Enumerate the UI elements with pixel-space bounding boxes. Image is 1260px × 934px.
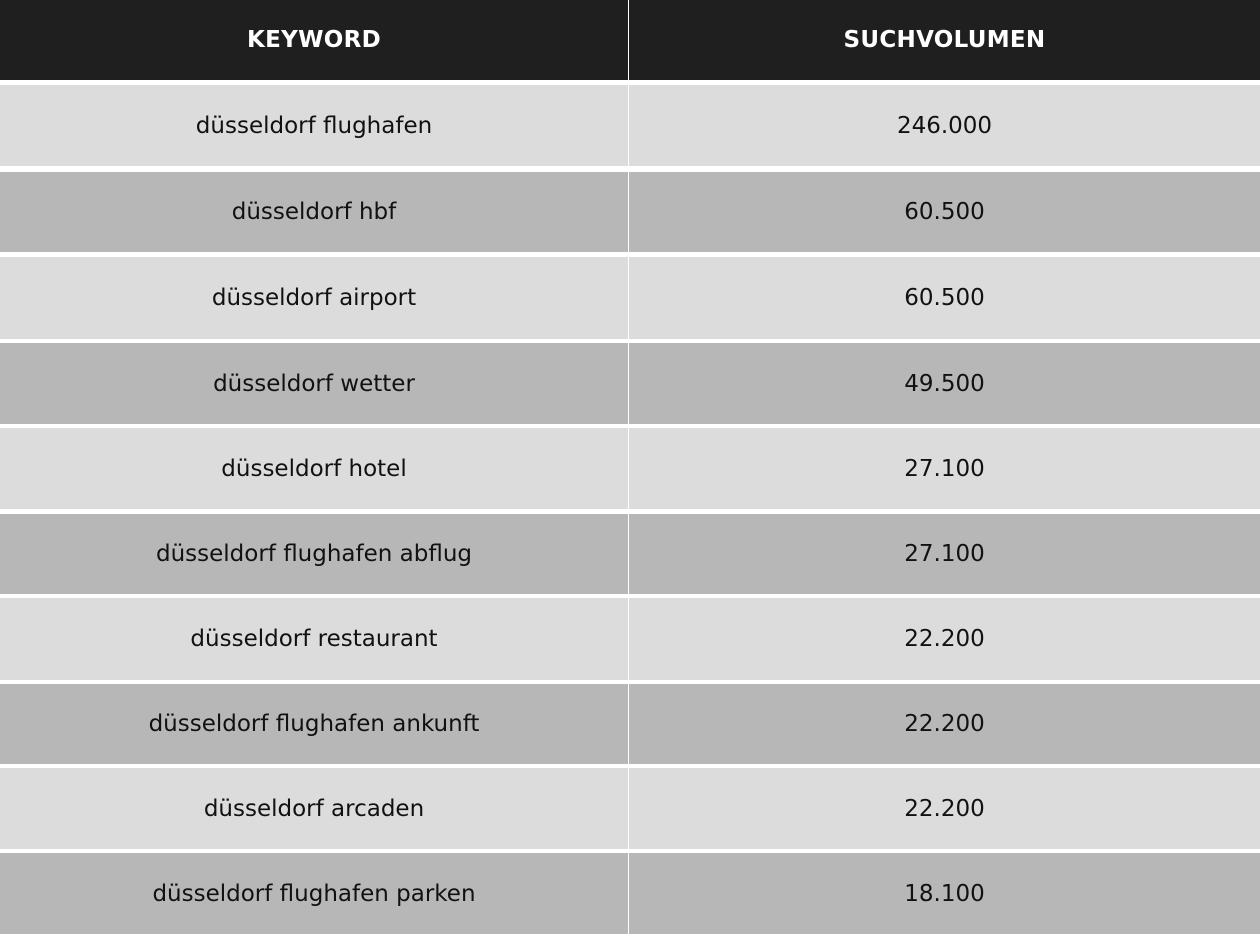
- keyword-cell: düsseldorf flughafen ankunft: [0, 684, 629, 764]
- keyword-cell: düsseldorf hotel: [0, 428, 629, 509]
- volume-cell: 49.500: [629, 343, 1260, 424]
- table-row: [0, 428, 1260, 509]
- keyword-cell: düsseldorf flughafen parken: [0, 853, 629, 934]
- keyword-cell: düsseldorf airport: [0, 257, 629, 339]
- table-row: [0, 853, 1260, 934]
- volume-cell: 18.100: [629, 853, 1260, 934]
- volume-cell: 22.200: [629, 598, 1260, 680]
- table-row: [0, 343, 1260, 424]
- table-row: [0, 172, 1260, 252]
- table-row: [0, 514, 1260, 594]
- volume-cell: 27.100: [629, 428, 1260, 509]
- volume-cell: 246.000: [629, 85, 1260, 166]
- keyword-cell: düsseldorf hbf: [0, 172, 629, 252]
- volume-cell: 60.500: [629, 257, 1260, 339]
- table-row: [0, 257, 1260, 339]
- table-row: [0, 684, 1260, 764]
- volume-cell: 60.500: [629, 172, 1260, 252]
- volume-cell: 22.200: [629, 684, 1260, 764]
- volume-cell: 22.200: [629, 768, 1260, 849]
- keyword-cell: düsseldorf restaurant: [0, 598, 629, 680]
- keyword-cell: düsseldorf flughafen: [0, 85, 629, 166]
- table-row: [0, 768, 1260, 849]
- keyword-cell: düsseldorf arcaden: [0, 768, 629, 849]
- volume-cell: 27.100: [629, 514, 1260, 594]
- keyword-cell: düsseldorf flughafen abflug: [0, 514, 629, 594]
- table-row: [0, 85, 1260, 166]
- table-row: [0, 598, 1260, 680]
- table-header: [0, 0, 1260, 80]
- column-header-search-volume: SUCHVOLUMEN: [629, 0, 1260, 80]
- column-header-keyword: KEYWORD: [0, 0, 629, 80]
- keyword-cell: düsseldorf wetter: [0, 343, 629, 424]
